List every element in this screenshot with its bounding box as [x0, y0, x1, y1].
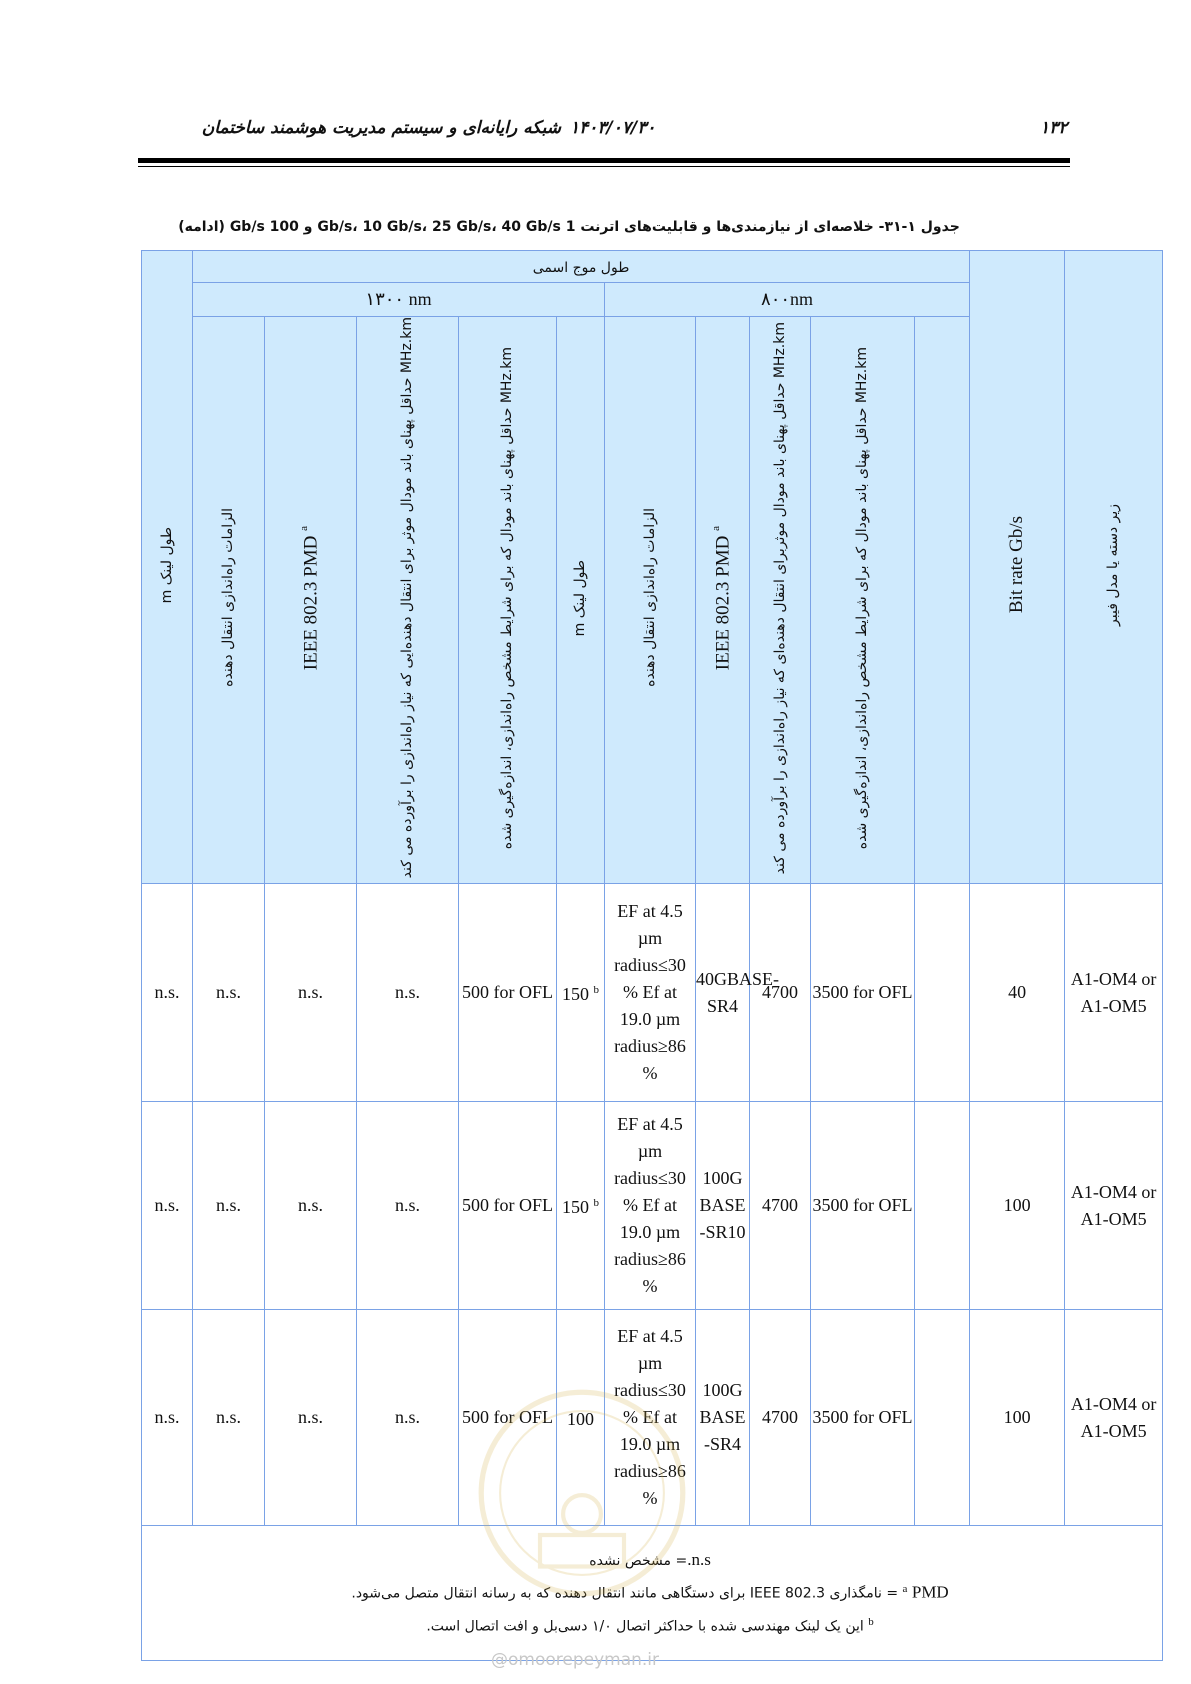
header-date: ۱۴۰۳/۰۷/۳۰	[570, 118, 656, 138]
cell-launch-req: EF at 4.5 µm radius≤30 % Ef at 19.0 µm radius≥86 %	[605, 884, 696, 1102]
note-ns: n.s.= مشخص نشده	[589, 1550, 711, 1570]
cell-fiber: A1-OM4 or A1-OM5	[1065, 1102, 1163, 1310]
cell-pad	[915, 1102, 970, 1310]
cell-link-len: 150 $^b$	[557, 1102, 605, 1310]
cell-launch-1300: n.s.	[193, 1310, 265, 1526]
header-nominal-wavelength: طول موج اسمی	[193, 251, 970, 283]
header-pmd-850: IEEE 802.3 PMD $^a$	[696, 317, 750, 884]
header-launch-req-1300: الزامات راه‌اندازی انتقال دهنده	[193, 317, 265, 884]
header-link-len-1300: m طول لینک	[142, 251, 193, 884]
header-850nm: ۸۰۰nm	[605, 283, 970, 317]
cell-pmd: 40GBASE-SR4	[696, 884, 750, 1102]
cell-bw-1300: 500 for OFL	[459, 1102, 557, 1310]
cell-pmd-1300: n.s.	[265, 884, 357, 1102]
header-bit-rate: Bit rate Gb/s	[970, 251, 1065, 884]
note-b: $^b$ این یک لینک مهندسی شده با حداکثر اتصال ۱/۰ دسی‌بل و افت اتصال است.	[426, 1615, 874, 1635]
cell-launch-1300: n.s.	[193, 884, 265, 1102]
cell-fiber: A1-OM4 or A1-OM5	[1065, 884, 1163, 1102]
header-1300nm: ۱۳۰۰ nm	[193, 283, 605, 317]
header-bw-ofl-850: حداقل پهنای باند مودال که برای شرایط مشخص راه‌اندازی، اندازه‌گیری شده MHz.km	[811, 317, 915, 884]
header-bw-ofl-1300: حداقل پهنای باند مودال که برای شرایط مشخص راه‌اندازی، اندازه‌گیری شده MHz.km	[459, 317, 557, 884]
cell-launch-req: EF at 4.5 µm radius≤30 % Ef at 19.0 µm radius≥86 %	[605, 1102, 696, 1310]
cell-eff-bw: 4700	[750, 1102, 811, 1310]
cell-pmd-1300: n.s.	[265, 1310, 357, 1526]
cell-link-len: 150 $^b$	[557, 884, 605, 1102]
watermark-logo	[477, 1388, 687, 1598]
cell-bw-1300: 500 for OFL	[459, 1310, 557, 1526]
cell-pmd: 100G BASE -SR4	[696, 1310, 750, 1526]
cell-pmd: 100G BASE -SR10	[696, 1102, 750, 1310]
book-title: شبکه رایانه‌ای و سیستم مدیریت هوشمند ساختمان	[201, 118, 561, 138]
table-row	[142, 884, 1163, 1102]
header-launch-req-850: الزامات راه‌اندازی انتقال دهنده	[605, 317, 696, 884]
cell-bw-ofl: 3500 for OFL	[811, 1310, 915, 1526]
header-fiber-type: زیر دسته یا مدل فیبر	[1065, 251, 1163, 884]
cell-pad	[915, 1310, 970, 1526]
cell-bw-1300: 500 for OFL	[459, 884, 557, 1102]
header-link-len-850: m طول لینک	[557, 317, 605, 884]
cell-launch-1300: n.s.	[193, 1102, 265, 1310]
cell-bit-rate: 100	[970, 1102, 1065, 1310]
cell-launch-req: EF at 4.5 µm radius≤30 % Ef at 19.0 µm radius≥86 %	[605, 1310, 696, 1526]
note-pmd: $^a$ PMD = نامگذاری IEEE 802.3 برای دستگاهی مانند انتقال دهنده که به رسانه انتقال متصل می‌شود.	[351, 1582, 949, 1602]
watermark-site: @omoorepeyman.ir	[491, 1650, 660, 1670]
cell-pmd-1300: n.s.	[265, 1102, 357, 1310]
header-eff-bw-850: حداقل پهنای باند مودال موثربرای انتقال دهنده‌ای که نیاز راه‌اندازی را برآورده می کند MHz.km	[750, 317, 811, 884]
header-pmd-1300: IEEE 802.3 PMD $^a$	[265, 317, 357, 884]
cell-eff-bw: 4700	[750, 1310, 811, 1526]
cell-len-1300: n.s.	[142, 1310, 193, 1526]
cell-fiber: A1-OM4 or A1-OM5	[1065, 1310, 1163, 1526]
header-eff-bw-1300: حداقل پهنای باند مودال موثر برای انتقال دهنده‌ایی که نیاز راه‌اندازی را برآورده می کند MHz.km	[357, 317, 459, 884]
cell-len-1300: n.s.	[142, 884, 193, 1102]
cell-link-len: 100	[557, 1310, 605, 1526]
cell-eff-bw-1300: n.s.	[357, 1102, 459, 1310]
cell-bw-ofl: 3500 for OFL	[811, 884, 915, 1102]
page-number: ۱۳۲	[1040, 118, 1068, 138]
cell-pad	[915, 884, 970, 1102]
header-pad-850	[915, 317, 970, 884]
cell-bit-rate: 40	[970, 884, 1065, 1102]
cell-bit-rate: 100	[970, 1310, 1065, 1526]
cell-eff-bw: 4700	[750, 884, 811, 1102]
cell-eff-bw-1300: n.s.	[357, 1310, 459, 1526]
header-rule-thin	[138, 166, 1070, 167]
header-rule-thick	[138, 158, 1070, 163]
table-caption: جدول ۱-۳۱- خلاصه‌ای از نیازمندی‌ها و قابلیت‌های اترنت 1 Gb/s، 10 Gb/s، 25 Gb/s، 40 Gb/s و 100 Gb/s (ادامه)	[178, 219, 960, 235]
cell-len-1300: n.s.	[142, 1102, 193, 1310]
table-row	[142, 1102, 1163, 1310]
cell-bw-ofl: 3500 for OFL	[811, 1102, 915, 1310]
cell-eff-bw-1300: n.s.	[357, 884, 459, 1102]
